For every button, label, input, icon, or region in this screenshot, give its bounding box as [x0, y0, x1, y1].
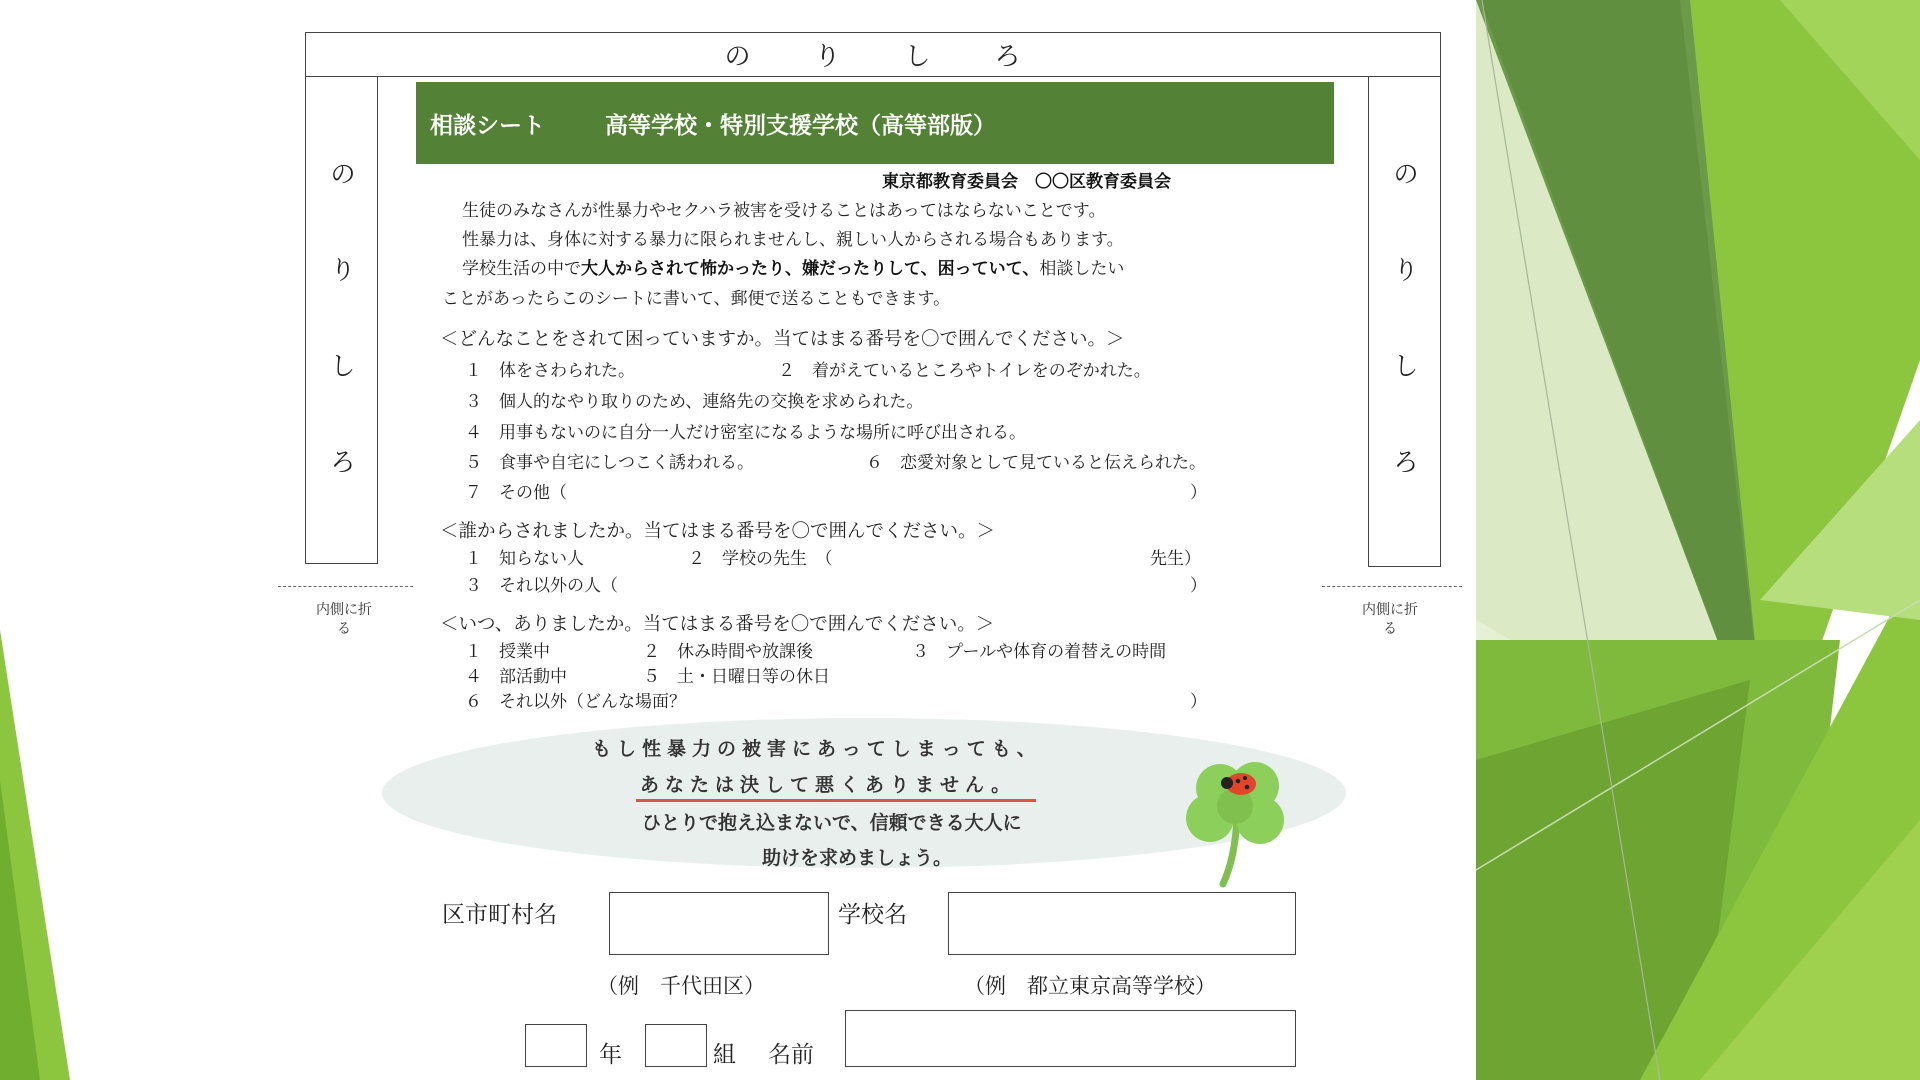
intro-line-4: ことがあったらこのシートに書いて、郵便で送ることもできます。 — [442, 289, 951, 309]
who-item-1: １ 知らない人 — [465, 549, 584, 569]
when-item-3: ３ プールや体育の着替えの時間 — [912, 642, 1167, 662]
what-item-7-close: ） — [1190, 483, 1207, 503]
left-glue-label: のりしろ — [325, 160, 356, 544]
municipality-example: （例 千代田区） — [597, 974, 765, 998]
section-when-title: ＜いつ、ありましたか。当てはまる番号を〇で囲んでください。＞ — [440, 614, 995, 635]
when-item-2: ２ 休み時間や放課後 — [643, 642, 813, 662]
intro-line-3-start: 学校生活の中で — [462, 259, 581, 279]
class-label: 組 — [713, 1042, 736, 1068]
when-item-5: ５ 土・日曜日等の休日 — [643, 667, 830, 687]
left-fold-label: 内側に折る — [316, 602, 372, 637]
intro-line-3-bold: 大人からされて怖かったり、嫌だったりして、困っていて、 — [581, 259, 1040, 279]
left-fold-line — [278, 586, 413, 587]
year-label: 年 — [599, 1042, 622, 1068]
municipality-label: 区市町村名 — [442, 902, 557, 928]
class-input[interactable] — [645, 1024, 707, 1067]
issuer: 東京都教育委員会 〇〇区教育委員会 — [882, 172, 1171, 192]
right-fold-label: 内側に折る — [1362, 602, 1418, 637]
school-example: （例 都立東京高等学校） — [964, 974, 1216, 998]
who-item-3-close: ） — [1190, 576, 1207, 596]
year-input[interactable] — [525, 1024, 587, 1067]
school-type-title: 高等学校・特別支援学校（高等部版） — [605, 112, 996, 139]
school-label: 学校名 — [838, 902, 907, 928]
clover-icon — [1175, 748, 1300, 888]
message-underline — [636, 799, 1036, 802]
what-item-5: ５ 食事や自宅にしつこく誘われる。 — [465, 453, 754, 473]
name-label: 名前 — [768, 1042, 814, 1068]
section-what-title: ＜どんなことをされて困っていますか。当てはまる番号を〇で囲んでください。＞ — [440, 329, 1125, 350]
who-item-2: ２ 学校の先生 （ — [688, 549, 833, 569]
message-line-2: あなたは決して悪くありません。 — [640, 774, 1017, 796]
who-item-2-close: 先生） — [1150, 549, 1201, 569]
school-input[interactable] — [948, 892, 1296, 955]
when-item-1: １ 授業中 — [465, 642, 550, 662]
what-item-2: ２ 着がえているところやトイレをのぞかれた。 — [778, 361, 1151, 381]
what-item-1: １ 体をさわられた。 — [465, 361, 635, 381]
when-item-4: ４ 部活動中 — [465, 667, 567, 687]
who-item-3: ３ それ以外の人（ — [465, 576, 618, 596]
message-line-4: 助けを求めましょう。 — [762, 847, 953, 869]
what-item-7: ７ その他（ — [465, 483, 567, 503]
intro-line-3 — [462, 254, 1124, 279]
intro-line-1: 生徒のみなさんが性暴力やセクハラ被害を受けることはあってはならないことです。 — [462, 201, 1106, 221]
message-line-1: もし性暴力の被害にあってしまっても、 — [592, 738, 1042, 760]
right-fold-line — [1322, 586, 1462, 587]
section-who-title: ＜誰からされましたか。当てはまる番号を〇で囲んでください。＞ — [440, 521, 996, 542]
what-item-3: ３ 個人的なやり取りのため、連絡先の交換を求められた。 — [465, 392, 924, 412]
top-glue-label: のりしろ — [724, 41, 1085, 72]
what-item-6: ６ 恋愛対象として見ていると伝えられた。 — [866, 453, 1206, 473]
intro-line-3-end: 相談したい — [1039, 259, 1125, 279]
name-input[interactable] — [845, 1010, 1296, 1067]
what-item-4: ４ 用事もないのに自分一人だけ密室になるような場所に呼び出される。 — [465, 423, 1026, 443]
when-item-6: ６ それ以外（どんな場面？ — [465, 692, 686, 712]
message-line-3: ひとりで抱え込まないで、信頼できる大人に — [642, 812, 1022, 834]
sheet-header — [416, 82, 1334, 164]
right-glue-label: のりしろ — [1388, 160, 1419, 544]
sheet-title: 相談シート — [430, 112, 545, 139]
municipality-input[interactable] — [609, 892, 829, 955]
intro-line-2: 性暴力は、身体に対する暴力に限られませんし、親しい人からされる場合もあります。 — [462, 230, 1124, 250]
when-item-6-close: ） — [1190, 692, 1207, 712]
